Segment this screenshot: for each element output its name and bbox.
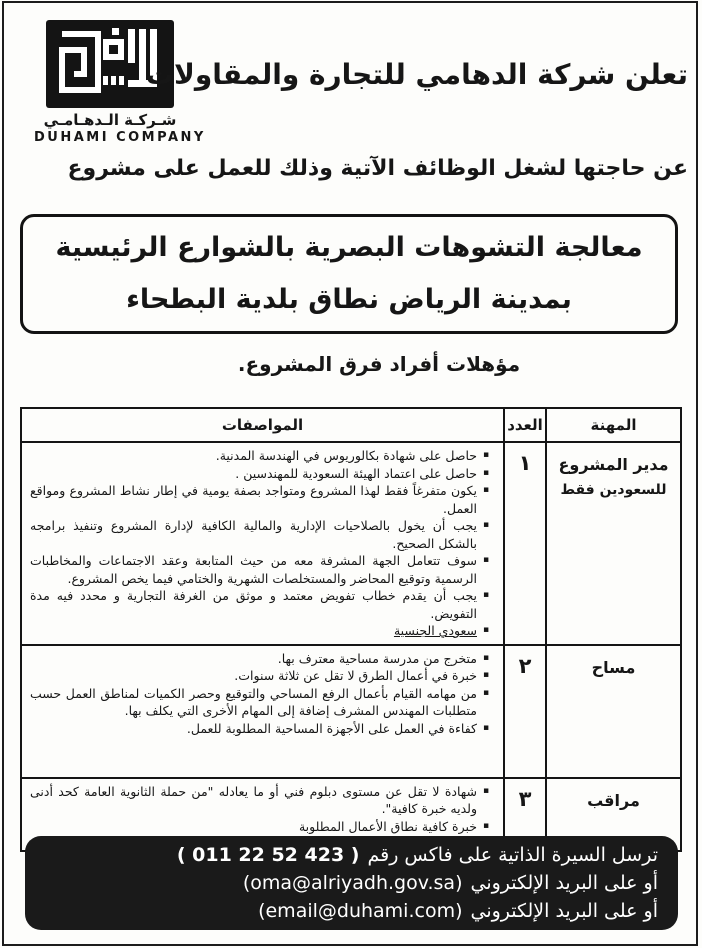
header-profession: المهنة [546,408,681,442]
job-note: للسعودين فقط [560,482,667,498]
qualifications-section-title: مؤهلات أفراد فرق المشروع. [237,352,521,376]
contact-footer-box [25,836,678,930]
project-title-box [20,214,678,334]
job-count: ٣ [504,778,546,851]
email-address: (oma@alriyadh.gov.sa) [242,872,463,894]
spec-item: ▪ شهادة لا تقل عن مستوى دبلوم فني أو ما يعادله "من حملة الثانوية العامة كحد أدنى ولديه خبرة كافية". [30,783,495,818]
spec-item: ▪ خبرة في أعمال الطرق لا تقل عن ثلاثة سنوات. [30,667,495,685]
email-address: (email@duhami.com) [258,900,463,922]
fax-label: ترسل السيرة الذاتية على فاكس رقم [367,844,658,866]
job-count: ١ [504,442,546,645]
job-title: مراقب [587,790,640,810]
spec-list [30,783,495,836]
bullet-icon: ▪ [482,485,490,495]
bullet-icon: ▪ [482,722,490,733]
table-header-row [21,408,681,442]
spec-item: ▪ من مهامه القيام بأعمال الرفع المساحي والتوقيع وحصر الكميات لمناطق العمل حسب متطلبات المهندس المشرف إضافة إلى المهام الأخرى التي يكلف بها. [30,685,495,720]
jobs-table [20,407,682,852]
bullet-icon: ▪ [482,652,490,663]
header-count: العدد [504,408,546,442]
fax-number: ( 011 22 52 423 ) [176,844,360,866]
spec-item: ▪ حاصل على اعتماد الهيئة السعودية للمهندسين . [30,465,495,483]
job-count: ٢ [504,645,546,778]
logo-english-caption: DUHAMI COMPANY [34,130,206,145]
logo-arabic-caption: شـركـة الـدهـامـي [43,111,177,129]
project-title-line-1: معالجة التشوهات البصرية بالشوارع الرئيسية [55,232,643,263]
spec-item: ▪ يكون متفرغاً فقط لهذا المشروع ومتواجد بصفة يومية في إطار نشاط المشروع ومواقع العمل. [30,482,495,517]
spec-list [30,447,495,640]
spec-item: ▪ يجب أن يقدم خطاب تفويض معتمد و موثق من الغرفة التجارية و محدد فيه مدة التفويض. [30,587,495,622]
email-line-2 [37,897,658,925]
spec-item: ▪ سعودي الجنسية [30,622,495,640]
bullet-icon: ▪ [482,520,490,530]
bullet-icon: ▪ [482,687,490,698]
spec-item: ▪ يجب أن يخول بالصلاحيات الإدارية والمالية الكافية لإدارة المشروع وتنفيذ برامجه بالشكل الصحيح. [30,517,495,552]
project-title-line-2: بمدينة الرياض نطاق بلدية البطحاء [126,284,572,315]
bullet-icon: ▪ [482,625,490,635]
table-row-project-manager [21,442,681,645]
spec-list [30,650,495,738]
bullet-icon: ▪ [482,450,490,460]
ad-subheadline: عن حاجتها لشغل الوظائف الآتية وذلك للعمل على مشروع [67,156,688,181]
table-row-surveyor [21,645,681,778]
bullet-icon: ▪ [482,590,490,600]
job-title: مساح [591,657,636,677]
fax-line [37,841,658,869]
spec-item: ▪ كفاءة في العمل على الأجهزة المساحية المطلوبة للعمل. [30,720,495,738]
bullet-icon: ▪ [482,467,490,478]
bullet-icon: ▪ [482,785,490,796]
bullet-icon: ▪ [482,820,490,831]
email-label: أو على البريد الإلكتروني [470,900,658,922]
email-line-1 [37,869,658,897]
ad-headline: تعلن شركة الدهامي للتجارة والمقاولات [145,58,688,91]
bullet-icon: ▪ [482,555,490,565]
job-title: مدير المشروع [558,455,669,474]
header-specifications: المواصفات [21,408,504,442]
email-label: أو على البريد الإلكتروني [470,872,658,894]
spec-item: ▪ متخرج من مدرسة مساحية معترف بها. [30,650,495,668]
spec-item: ▪ حاصل على شهادة بكالوريوس في الهندسة المدنية. [30,447,495,465]
spec-item: ▪ سوف تتعامل الجهة المشرفة معه من حيث المتابعة وعقد الاجتماعات والمخاطبات الرسمية وتوقيع المحاضر والمستخلصات الشهرية والختامي فيما يخص المشروع. [30,552,495,587]
bullet-icon: ▪ [482,670,490,680]
spec-item: ▪ خبرة كافية نطاق الأعمال المطلوبة [30,818,495,836]
